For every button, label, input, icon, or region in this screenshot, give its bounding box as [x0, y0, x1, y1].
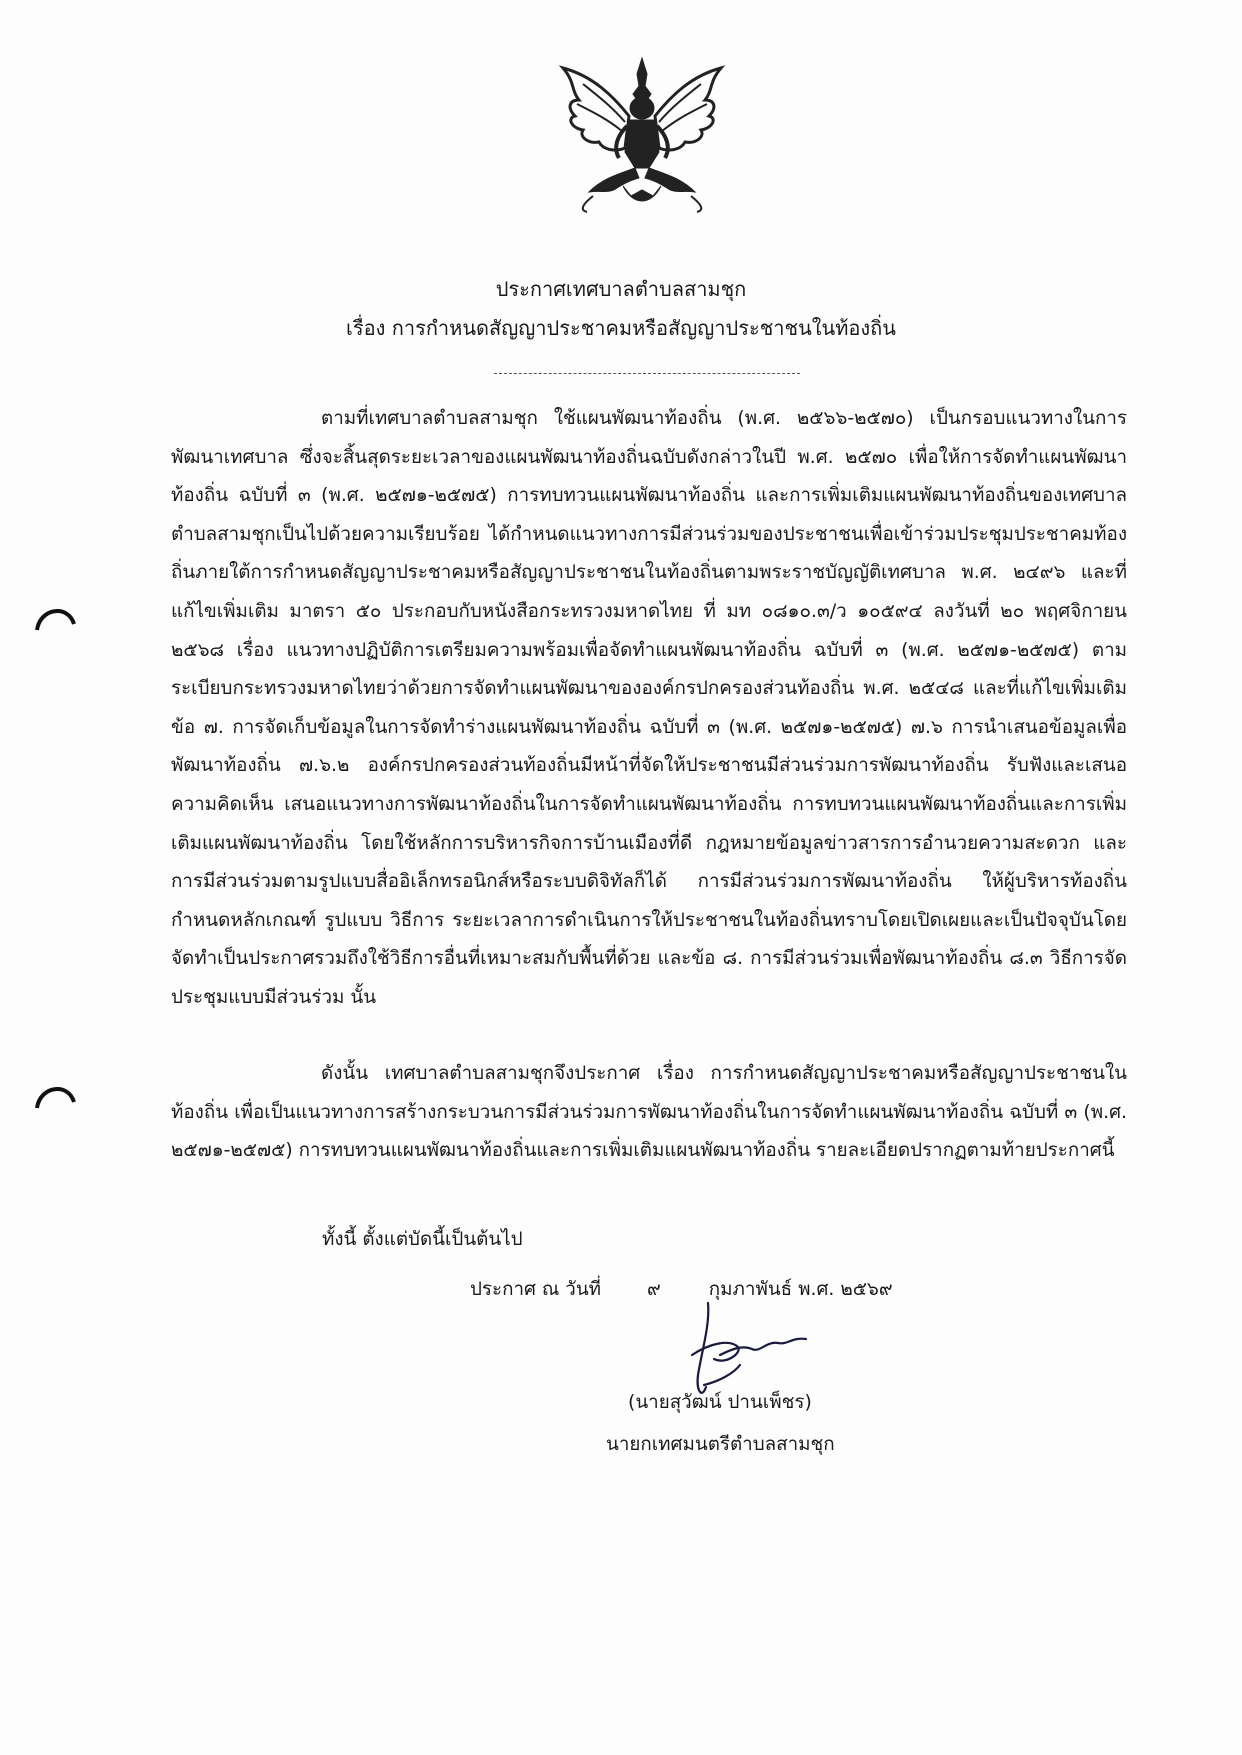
- body-paragraph-1: ตามที่เทศบาลตำบลสามชุก ใช้แผนพัฒนาท้องถิ่น (พ.ศ. ๒๕๖๖-๒๕๗๐) เป็นกรอบแนวทางในการพัฒนาเทศบาล ซึ่งจะสิ้นสุดระยะเวลาของแผนพัฒนาท้องถิ่นฉบับดังกล่าวในปี พ.ศ. ๒๕๗๐ เพื่อให้การจัดทำแผนพัฒนาท้องถิ่น ฉบับที่ ๓ (พ.ศ. ๒๕๗๑-๒๕๗๕) การทบทวนแผนพัฒนาท้องถิ่น และการเพิ่มเติมแผนพัฒนาท้องถิ่นของเทศบาลตำบลสามชุกเป็นไปด้วยความเรียบร้อย ได้กำหนดแนวทางการมีส่วนร่วมของประชาชนเพื่อเข้าร่วมประชุมประชาคมท้องถิ่นภายใต้การกำหนดสัญญาประชาคมหรือสัญญาประชาชนในท้องถิ่นตามพระราชบัญญัติเทศบาล พ.ศ. ๒๔๙๖ และที่แก้ไขเพิ่มเติม มาตรา ๕๐ ประกอบกับหนังสือกระทรวงมหาดไทย ที่ มท ๐๘๑๐.๓/ว ๑๐๕๙๔ ลงวันที่ ๒๐ พฤศจิกายน ๒๕๖๘ เรื่อง แนวทางปฏิบัติการเตรียมความพร้อมเพื่อจัดทำแผนพัฒนาท้องถิ่น ฉบับที่ ๓ (พ.ศ. ๒๕๗๑-๒๕๗๕) ตามระเบียบกระทรวงมหาดไทยว่าด้วยการจัดทำแผนพัฒนาขององค์กรปกครองส่วนท้องถิ่น พ.ศ. ๒๕๔๘ และที่แก้ไขเพิ่มเติม ข้อ ๗. การจัดเก็บข้อมูลในการจัดทำร่างแผนพัฒนาท้องถิ่น ฉบับที่ ๓ (พ.ศ. ๒๕๗๑-๒๕๗๕) ๗.๖ การนำเสนอข้อมูลเพื่อพัฒนาท้องถิ่น ๗.๖.๒ องค์กรปกครองส่วนท้องถิ่นมีหน้าที่จัดให้ประชาชนมีส่วนร่วมการพัฒนาท้องถิ่น รับฟังและเสนอความคิดเห็น เสนอแนวทางการพัฒนาท้องถิ่นในการจัดทำแผนพัฒนาท้องถิ่น การทบทวนแผนพัฒนาท้องถิ่นและการเพิ่มเติมแผนพัฒนาท้องถิ่น โดยใช้หลักการบริหารกิจการบ้านเมืองที่ดี กฎหมายข้อมูลข่าวสารการอำนวยความสะดวก และการมีส่วนร่วมตามรูปแบบสื่ออิเล็กทรอนิกส์หรือระบบดิจิทัลก็ได้ การมีส่วนร่วมการพัฒนาท้องถิ่น ให้ผู้บริหารท้องถิ่นกำหนดหลักเกณฑ์ รูปแบบ วิธีการ ระยะเวลาการดำเนินการให้ประชาชนในท้องถิ่นทราบโดยเปิดเผยและเป็นปัจจุบันโดยจัดทำเป็นประกาศรวมถึงใช้วิธีการอื่นที่เหมาะสมกับพื้นที่ด้วย และข้อ ๘. การมีส่วนร่วมเพื่อพัฒนาท้องถิ่น ๘.๓ วิธีการจัดประชุมแบบมีส่วนร่วม นั้น: [171, 408, 1127, 1008]
- title-divider: [494, 373, 800, 374]
- date-prefix: ประกาศ ณ วันที่: [470, 1279, 602, 1300]
- signer-name: (นายสุวัฒน์ ปานเพ็ชร): [628, 1392, 812, 1413]
- announcement-subject: เรื่อง การกำหนดสัญญาประชาคมหรือสัญญาประชาชนในท้องถิ่น: [346, 316, 896, 340]
- garuda-emblem-icon: [553, 56, 731, 214]
- date-month-year: กุมภาพันธ์ พ.ศ. ๒๕๖๙: [708, 1279, 893, 1300]
- date-day: ๙: [647, 1279, 661, 1300]
- announcement-title: ประกาศเทศบาลตำบลสามชุก: [495, 277, 747, 301]
- signer-position: นายกเทศมนตรีตำบลสามชุก: [606, 1434, 835, 1455]
- closing-statement: ทั้งนี้ ตั้งแต่บัดนี้เป็นต้นไป: [322, 1229, 523, 1250]
- body-paragraph-2: ดังนั้น เทศบาลตำบลสามชุกจึงประกาศ เรื่อง การกำหนดสัญญาประชาคมหรือสัญญาประชาชนในท้องถิ่น เพื่อเป็นแนวทางการสร้างกระบวนการมีส่วนร่วมการพัฒนาท้องถิ่นในการจัดทำแผนพัฒนาท้องถิ่น ฉบับที่ ๓ (พ.ศ. ๒๕๗๑-๒๕๗๕) การทบทวนแผนพัฒนาท้องถิ่นและการเพิ่มเติมแผนพัฒนาท้องถิ่น รายละเอียดปรากฏตามท้ายประกาศนี้: [171, 1063, 1127, 1162]
- hole-punch-mark-icon: [34, 1080, 76, 1110]
- hole-punch-mark-icon: [34, 602, 76, 632]
